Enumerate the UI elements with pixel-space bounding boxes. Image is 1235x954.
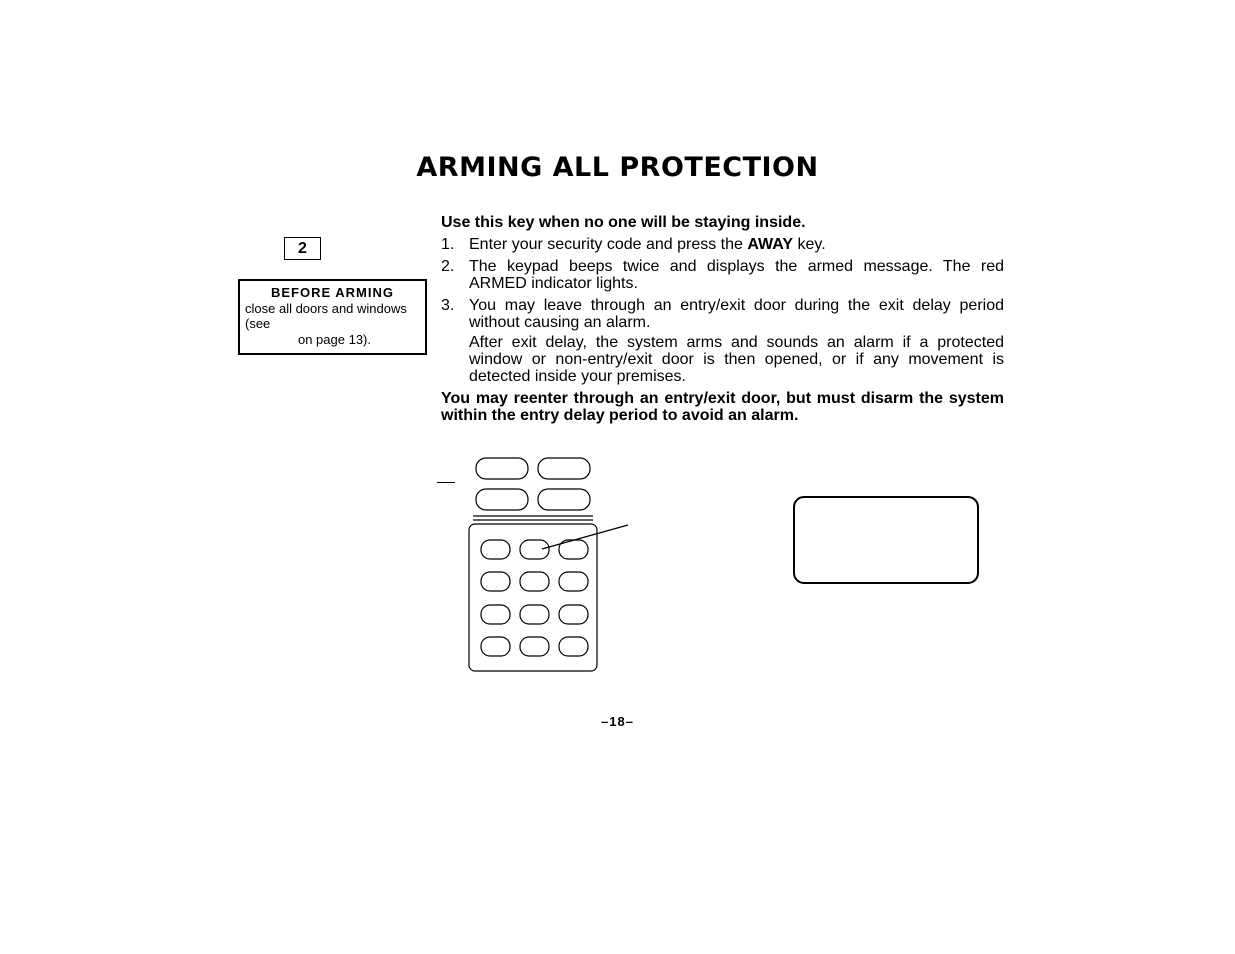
page-title: ARMING ALL PROTECTION bbox=[416, 152, 819, 183]
after-exit-delay-text: After exit delay, the system arms and sounds an alarm if a protected window or non-entry/exit door is then opened, or if any movement is detected inside your premises. bbox=[469, 334, 1004, 385]
key-r4c1 bbox=[481, 637, 510, 656]
key-r2c2 bbox=[520, 572, 549, 591]
keypad-illustration bbox=[460, 452, 640, 676]
function-key-2 bbox=[538, 458, 590, 479]
page-number: –18– bbox=[601, 714, 634, 729]
function-key-3 bbox=[476, 489, 528, 510]
away-key-label: AWAY bbox=[747, 236, 794, 253]
reenter-warning-text: You may reenter through an entry/exit door, but must disarm the system within the entry delay period to avoid an alarm. bbox=[441, 390, 1004, 424]
before-arming-line-1: close all doors and windows (see bbox=[245, 300, 407, 331]
step-2-number: 2. bbox=[441, 258, 455, 275]
keypad-display-illustration bbox=[793, 496, 979, 584]
step-1-text-pre: Enter your security code and press the bbox=[469, 236, 748, 253]
function-key-4 bbox=[538, 489, 590, 510]
key-r4c2 bbox=[520, 637, 549, 656]
key-r1c1 bbox=[481, 540, 510, 559]
before-arming-heading: BEFORE ARMING bbox=[270, 285, 395, 300]
before-arming-line-2: on page 13). bbox=[297, 331, 371, 347]
step-item-3 bbox=[441, 297, 1004, 331]
step-item-2 bbox=[441, 258, 1004, 292]
before-arming-box bbox=[238, 279, 427, 355]
step-number-box: 2 bbox=[284, 237, 321, 260]
intro-text: Use this key when no one will be staying inside. bbox=[441, 214, 806, 231]
away-key bbox=[520, 540, 549, 559]
away-key-pointer-line bbox=[542, 525, 628, 549]
key-r2c3 bbox=[559, 572, 588, 591]
key-r3c1 bbox=[481, 605, 510, 624]
instructions bbox=[441, 214, 1004, 424]
function-key-1 bbox=[476, 458, 528, 479]
step-3-number: 3. bbox=[441, 297, 455, 314]
step-2-text: The keypad beeps twice and displays the armed message. The red ARMED indicator lights. bbox=[469, 258, 1004, 292]
step-item-1 bbox=[441, 236, 1004, 253]
step-1-text-post: key. bbox=[793, 236, 826, 253]
key-r4c3 bbox=[559, 637, 588, 656]
key-r3c2 bbox=[520, 605, 549, 624]
number-pad-frame bbox=[469, 524, 597, 671]
step-3-text: You may leave through an entry/exit door during the exit delay period without causing an alarm. bbox=[469, 297, 1004, 331]
dash-mark bbox=[437, 482, 455, 483]
key-r2c1 bbox=[481, 572, 510, 591]
key-r3c3 bbox=[559, 605, 588, 624]
step-1-number: 1. bbox=[441, 236, 455, 253]
step-1-text bbox=[469, 236, 1004, 253]
